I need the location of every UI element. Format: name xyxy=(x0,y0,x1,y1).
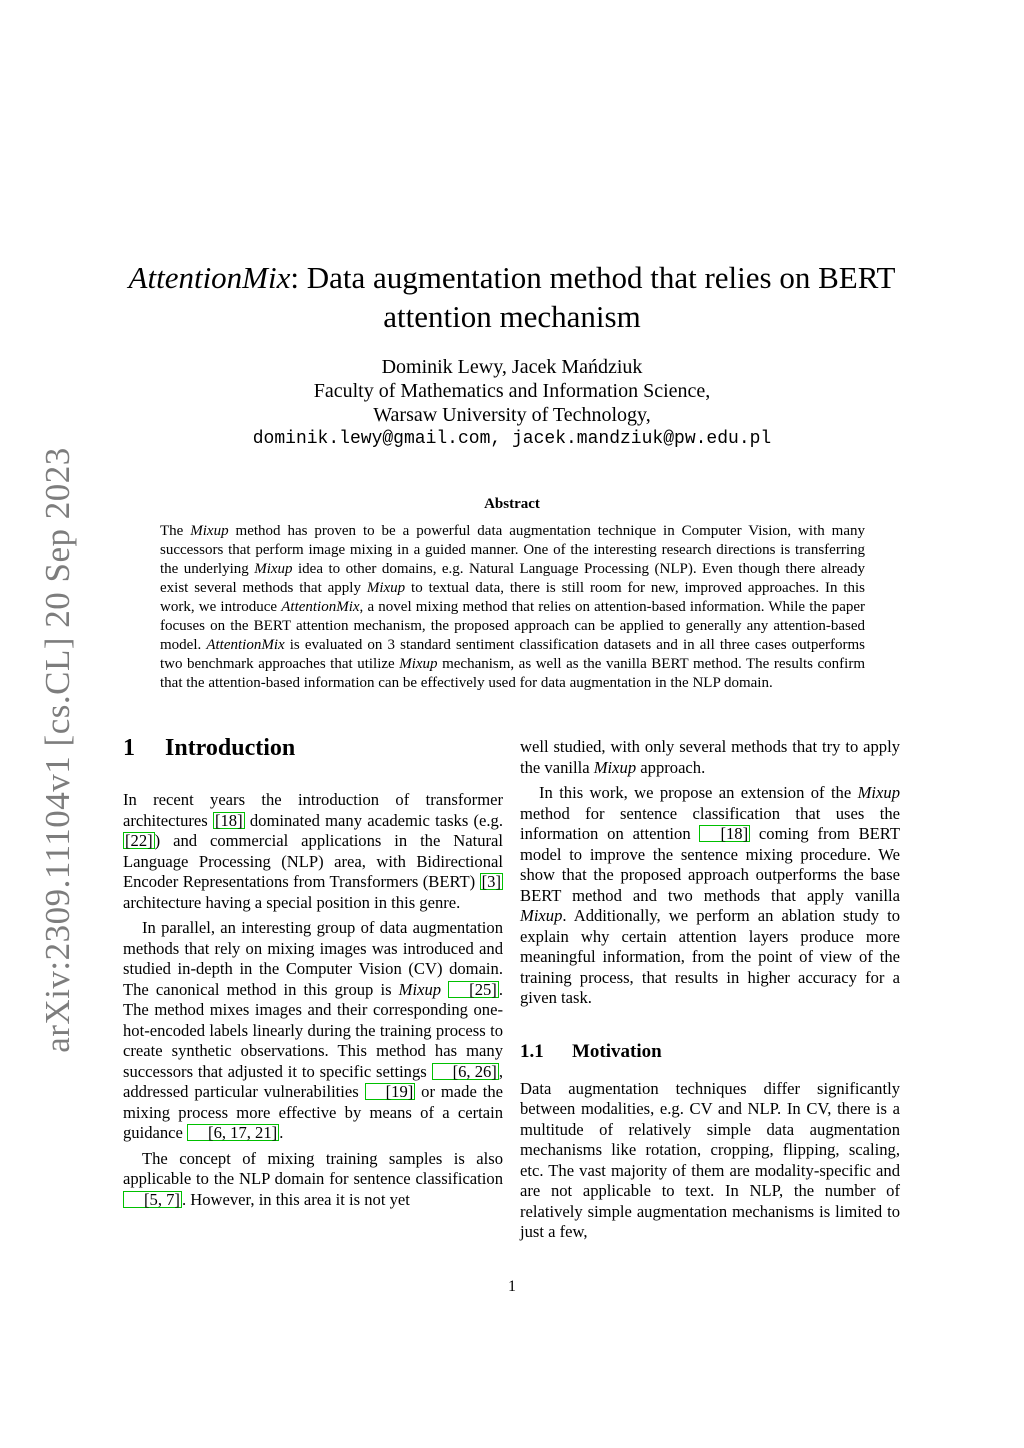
citation-link[interactable]: [3] xyxy=(481,872,501,891)
subsection-heading-motivation: 1.1 Motivation xyxy=(520,1040,662,1062)
motivation-paragraph-1: Data augmentation techniques differ significantly between modalities, e.g. CV and NLP. In CV, there is a multitude of relatively simple data augmentation mechanisms like rotation, cropping, flipping, scaling, etc. The vast majority of them are modality-specific and are not applicable to text. In NLP, the number of relatively simple augmentation mechanisms is limited to just a few, xyxy=(520,1078,900,1241)
citation-link[interactable]: [25] xyxy=(448,981,499,998)
citation-link[interactable]: [18] xyxy=(214,810,243,830)
left-column xyxy=(123,735,503,1215)
author-names: Dominik Lewy, Jacek Mańdziuk xyxy=(381,356,643,378)
intro-paragraph-3: The concept of mixing training samples is also applicable to the NLP domain for sentence classification [5, 7] . However, in this area it is not yet xyxy=(123,1148,503,1209)
arxiv-id: arXiv:2309.11104v1 [cs.CL] 20 Sep 2023 xyxy=(38,447,77,1053)
citation-link[interactable]: [19] xyxy=(365,1083,416,1100)
affiliation-line-2: Warsaw University of Technology, xyxy=(373,404,651,426)
page-number: 1 xyxy=(508,1278,516,1295)
paper-title xyxy=(100,258,924,336)
affiliation-line-1: Faculty of Mathematics and Information Science, xyxy=(313,380,711,402)
abstract-heading: Abstract xyxy=(484,496,540,512)
citation-link[interactable]: [6, 26] xyxy=(432,1063,499,1080)
abstract-text: The Mixup method has proven to be a powerful data augmentation technique in Computer Vision, with many successors that perform image mixing in a guided manner. One of the interesting research directions is transferring the underlying Mixup idea to other domains, e.g. Natural Language Processing (NLP). Even though there already exist several methods that apply Mixup to textual data, there is still room for new, improved approaches. In this work, we introduce AttentionMix, a novel mixing method that relies on attention-based information. While the paper focuses on the BERT attention mechanism, the proposed approach can be applied to generally any attention-based model. AttentionMix is evaluated on 3 standard sentiment classification datasets and in all three cases outperforms two benchmark approaches that utilize Mixup mechanism, as well as the vanilla BERT method. The results confirm that the attention-based information can be effectively used for data augmentation in the NLP domain. xyxy=(160,523,866,691)
citation-link[interactable]: [22] xyxy=(125,831,153,850)
citation-link[interactable]: [18] xyxy=(699,825,750,842)
author-emails: dominik.lewy@gmail.com, jacek.mandziuk@pw.edu.pl xyxy=(252,429,772,449)
title-italic: AttentionMix xyxy=(128,260,291,295)
right-column xyxy=(520,737,900,1248)
section-heading-introduction: 1 Introduction xyxy=(123,735,296,761)
intro-paragraph-4: In this work, we propose an extension of the Mixup method for sentence classification that uses the information on attention [18] coming from BERT model to improve the sentence mixing procedure. We show that the proposed approach outperforms the base BERT method and two methods that apply vanilla Mixup. Additionally, we perform an ablation study to explain why certain attention layers produce more meaningful information, from the point of view of the training process, that results in higher accuracy for a given task. xyxy=(520,783,900,1007)
citation-link[interactable]: [6, 17, 21] xyxy=(187,1124,279,1141)
citation-link[interactable]: [5, 7] xyxy=(123,1191,182,1208)
intro-paragraph-2: In parallel, an interesting group of data augmentation methods that rely on mixing images was introduced and studied in-depth in the Computer Vision (CV) domain. The canonical method in this group is Mixup [25] . The method mixes images and their corresponding one-hot-encoded labels linearly during the training process to create synthetic observations. This method has many successors that adjusted it to specific settings [6, 26] , addressed particular vulnerabilities [19] or made the mixing process more effective by means of a certain guidance [6, 17, 21] . xyxy=(123,918,503,1142)
arxiv-stamp xyxy=(28,440,88,1060)
author-block xyxy=(150,355,874,451)
intro-paragraph-3-continued: well studied, with only several methods that try to apply the vanilla Mixup approach. xyxy=(520,737,900,777)
title-rest: : Data augmentation method that relies on BERT attention mechanism xyxy=(290,260,896,334)
intro-paragraph-1: In recent years the introduction of transformer architectures [18] dominated many academic tasks (e.g. [22] ) and commercial applications in the Natural Language Processing (NLP) area, with Bidirectional Encoder Representations from Transformers (BERT) [3] architecture having a special position in this genre. xyxy=(123,790,503,912)
